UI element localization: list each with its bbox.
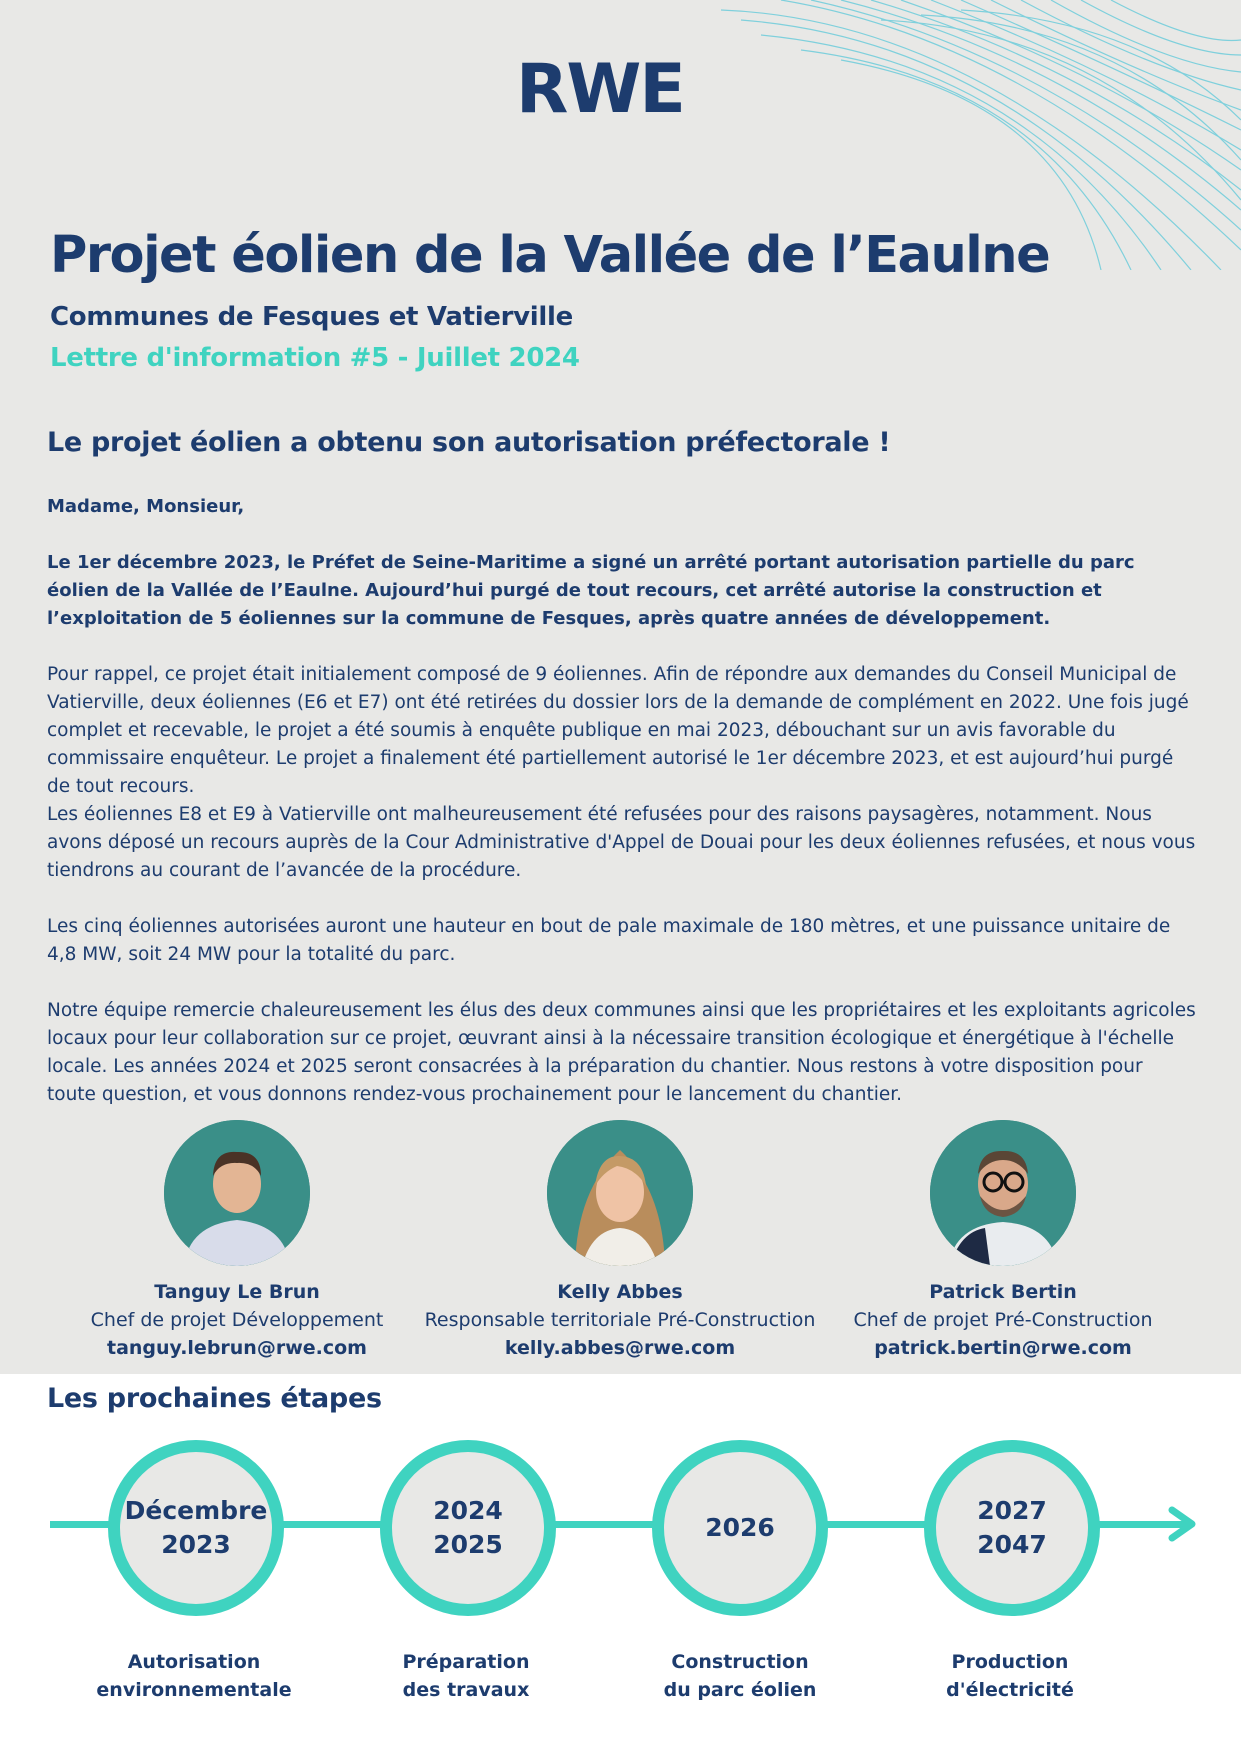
- member-email[interactable]: tanguy.lebrun@rwe.com: [107, 1337, 367, 1359]
- step-date-line2: 2025: [433, 1530, 503, 1559]
- member-email[interactable]: kelly.abbes@rwe.com: [504, 1337, 736, 1359]
- member-role: Chef de projet Pré-Construction: [853, 1309, 1153, 1331]
- member-name: Patrick Bertin: [929, 1281, 1077, 1303]
- article-headline: Le projet éolien a obtenu son autorisation préfectorale !: [47, 427, 891, 458]
- step-label-line2: environnementale: [96, 1679, 292, 1701]
- timeline-step: [380, 1440, 556, 1616]
- avatar: [930, 1120, 1076, 1266]
- arrow-right-icon: [1162, 1506, 1202, 1542]
- step-label-line2: d'électricité: [946, 1679, 1074, 1701]
- paragraph: Notre équipe remercie chaleureusement les élus des deux communes ainsi que les propriétaires et les exploitants agricoles locaux pour leur collaboration sur ce projet, œuvrant ainsi à la nécessaire transition écologique et énergétique à l'échelle locale. Les années 2024 et 2025 seront consacrées à la préparation du chantier. Nous restons à votre disposition pour toute question, et vous donnons rendez-vous prochainement pour le lancement du chantier.: [47, 1000, 1196, 1105]
- step-date-line2: 2023: [161, 1530, 231, 1559]
- step-date-line2: 2047: [977, 1530, 1047, 1559]
- page-title: Projet éolien de la Vallée de l’Eaulne: [50, 226, 1050, 285]
- step-date-line1: 2024: [433, 1496, 503, 1525]
- avatar: [547, 1120, 693, 1266]
- member-role: Responsable territoriale Pré-Construction: [424, 1309, 816, 1331]
- step-label-line2: des travaux: [402, 1679, 530, 1701]
- step-label-line1: Production: [951, 1651, 1069, 1673]
- member-name: Tanguy Le Brun: [154, 1281, 320, 1303]
- paragraph: Pour rappel, ce projet était initialement composé de 9 éoliennes. Afin de répondre aux demandes du Conseil Municipal de Vatierville, deux éoliennes (E6 et E7) ont été retirées du dossier lors de la demande de complément en 2022. Une fois jugé complet et recevable, le projet a été soumis à enquête publique en mai 2023, débouchant sur un avis favorable du commissaire enquêteur. Le projet a finalement été partiellement autorisé le 1er décembre 2023, et est aujourd’hui purgé de tout recours.: [47, 664, 1189, 797]
- timeline-step: [108, 1440, 284, 1616]
- step-date-line1: Décembre: [124, 1496, 268, 1525]
- salutation: Madame, Monsieur,: [47, 496, 245, 517]
- step-label: [74, 1648, 314, 1704]
- step-label-line1: Autorisation: [127, 1651, 261, 1673]
- avatar: [164, 1120, 310, 1266]
- step-date-line1: 2027: [977, 1496, 1047, 1525]
- article-body: [47, 493, 1197, 1137]
- step-label: [890, 1648, 1130, 1704]
- step-label: [620, 1648, 860, 1704]
- team-member: [793, 1120, 1213, 1362]
- step-label-line2: du parc éolien: [663, 1679, 817, 1701]
- page-subtitle: Communes de Fesques et Vatierville: [50, 302, 573, 332]
- timeline-step: [924, 1440, 1100, 1616]
- step-label-line1: Préparation: [402, 1651, 530, 1673]
- timeline-title: Les prochaines étapes: [47, 1383, 382, 1414]
- lead-paragraph: Le 1er décembre 2023, le Préfet de Seine-Maritime a signé un arrêté portant autorisation partielle du parc éolien de la Vallée de l’Eaulne. Aujourd’hui purgé de tout recours, cet arrêté autorise la construction et l’exploitation de 5 éoliennes sur la commune de Fesques, après quatre années de développement.: [47, 552, 1135, 629]
- step-label: [346, 1648, 586, 1704]
- newsletter-issue: Lettre d'information #5 - Juillet 2024: [50, 343, 580, 373]
- member-email[interactable]: patrick.bertin@rwe.com: [874, 1337, 1132, 1359]
- step-date-line1: 2026: [705, 1513, 775, 1542]
- member-name: Kelly Abbes: [557, 1281, 683, 1303]
- paragraph: Les cinq éoliennes autorisées auront une hauteur en bout de pale maximale de 180 mètres, et une puissance unitaire de 4,8 MW, soit 24 MW pour la totalité du parc.: [47, 916, 1171, 965]
- team-member: [27, 1120, 447, 1362]
- timeline-step: [652, 1440, 828, 1616]
- team-section: [0, 1120, 1241, 1360]
- rwe-logo: RWE: [516, 50, 684, 129]
- step-label-line1: Construction: [671, 1651, 809, 1673]
- paragraph: Les éoliennes E8 et E9 à Vatierville ont malheureusement été refusées pour des raisons paysagères, notamment. Nous avons déposé un recours auprès de la Cour Administrative d'Appel de Douai pour les deux éoliennes refusées, et nous vous tiendrons au courant de l’avancée de la procédure.: [47, 804, 1196, 881]
- member-role: Chef de projet Développement: [90, 1309, 384, 1331]
- team-member: [410, 1120, 830, 1362]
